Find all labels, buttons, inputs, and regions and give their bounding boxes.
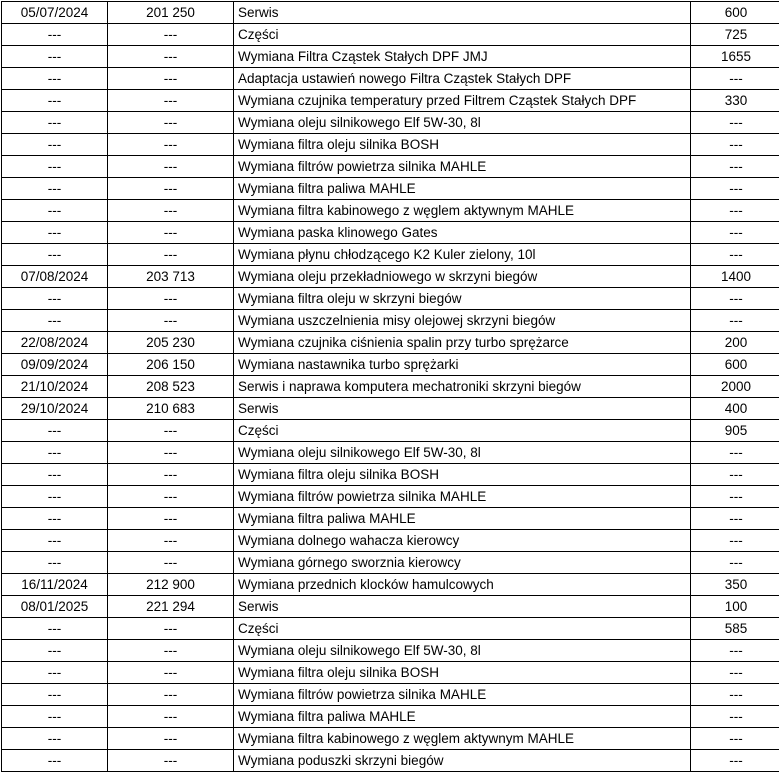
description-cell: Wymiana nastawnika turbo sprężarki [234,354,691,376]
table-row [2,112,779,134]
table-row [2,376,779,398]
cost-cell: --- [691,640,779,662]
cost-cell: --- [691,530,779,552]
date-cell: --- [2,662,108,684]
cost-cell: --- [691,222,779,244]
cost-cell: --- [691,134,779,156]
table-row [2,750,779,772]
description-cell: Wymiana przednich klocków hamulcowych [234,574,691,596]
description-cell: Wymiana filtra kabinowego z węglem aktywnym MAHLE [234,728,691,750]
date-cell: 09/09/2024 [2,354,108,376]
date-cell: --- [2,640,108,662]
cost-cell: --- [691,486,779,508]
table-row [2,574,779,596]
cost-cell: 725 [691,24,779,46]
cost-cell: 400 [691,398,779,420]
date-cell: 21/10/2024 [2,376,108,398]
cost-cell: --- [691,706,779,728]
table-row [2,706,779,728]
mileage-cell: --- [108,464,234,486]
mileage-cell: --- [108,552,234,574]
cost-cell: --- [691,508,779,530]
mileage-cell: --- [108,24,234,46]
table-row [2,442,779,464]
table-row [2,464,779,486]
description-cell: Wymiana filtrów powietrza silnika MAHLE [234,156,691,178]
mileage-cell: --- [108,68,234,90]
date-cell: --- [2,464,108,486]
description-cell: Wymiana filtrów powietrza silnika MAHLE [234,684,691,706]
mileage-cell: --- [108,90,234,112]
table-row [2,266,779,288]
cost-cell: 2000 [691,376,779,398]
cost-cell: --- [691,310,779,332]
cost-cell: --- [691,552,779,574]
date-cell: --- [2,90,108,112]
date-cell: --- [2,46,108,68]
date-cell: --- [2,728,108,750]
cost-cell: --- [691,244,779,266]
cost-cell: --- [691,662,779,684]
mileage-cell: 206 150 [108,354,234,376]
date-cell: --- [2,178,108,200]
mileage-cell: 203 713 [108,266,234,288]
description-cell: Adaptacja ustawień nowego Filtra Cząstek Stałych DPF [234,68,691,90]
table-row [2,530,779,552]
date-cell: 29/10/2024 [2,398,108,420]
mileage-cell: --- [108,112,234,134]
cost-cell: --- [691,442,779,464]
table-row [2,640,779,662]
description-cell: Wymiana uszczelnienia misy olejowej skrzyni biegów [234,310,691,332]
date-cell: --- [2,200,108,222]
date-cell: --- [2,618,108,640]
table-row [2,200,779,222]
date-cell: --- [2,442,108,464]
date-cell: 08/01/2025 [2,596,108,618]
date-cell: --- [2,134,108,156]
date-cell: --- [2,552,108,574]
cost-cell: --- [691,288,779,310]
table-row [2,46,779,68]
mileage-cell: --- [108,156,234,178]
mileage-cell: --- [108,310,234,332]
table-row [2,728,779,750]
description-cell: Części [234,420,691,442]
table-row [2,552,779,574]
description-cell: Wymiana płynu chłodzącego K2 Kuler zielony, 10l [234,244,691,266]
mileage-cell: --- [108,200,234,222]
cost-cell: --- [691,112,779,134]
date-cell: --- [2,508,108,530]
mileage-cell: --- [108,508,234,530]
description-cell: Wymiana poduszki skrzyni biegów [234,750,691,772]
description-cell: Wymiana Filtra Cząstek Stałych DPF JMJ [234,46,691,68]
mileage-cell: 212 900 [108,574,234,596]
cost-cell: --- [691,200,779,222]
cost-cell: --- [691,464,779,486]
mileage-cell: 201 250 [108,2,234,24]
description-cell: Wymiana filtra oleju silnika BOSH [234,662,691,684]
table-row [2,684,779,706]
table-row [2,156,779,178]
date-cell: --- [2,486,108,508]
table-row [2,508,779,530]
table-row [2,398,779,420]
table-row [2,486,779,508]
table-body [2,2,779,772]
cost-cell: 1400 [691,266,779,288]
description-cell: Wymiana filtra oleju w skrzyni biegów [234,288,691,310]
table-row [2,134,779,156]
date-cell: --- [2,288,108,310]
table-row [2,596,779,618]
date-cell: --- [2,112,108,134]
mileage-cell: --- [108,222,234,244]
table-row [2,68,779,90]
description-cell: Wymiana czujnika temperatury przed Filtrem Cząstek Stałych DPF [234,90,691,112]
table-row [2,354,779,376]
date-cell: 22/08/2024 [2,332,108,354]
mileage-cell: 210 683 [108,398,234,420]
date-cell: --- [2,68,108,90]
mileage-cell: --- [108,178,234,200]
mileage-cell: --- [108,46,234,68]
date-cell: --- [2,750,108,772]
mileage-cell: --- [108,640,234,662]
date-cell: --- [2,684,108,706]
mileage-cell: 208 523 [108,376,234,398]
table-row [2,90,779,112]
mileage-cell: --- [108,618,234,640]
date-cell: 05/07/2024 [2,2,108,24]
mileage-cell: --- [108,288,234,310]
description-cell: Wymiana filtrów powietrza silnika MAHLE [234,486,691,508]
description-cell: Wymiana oleju silnikowego Elf 5W-30, 8l [234,112,691,134]
date-cell: --- [2,530,108,552]
description-cell: Części [234,618,691,640]
description-cell: Wymiana oleju przekładniowego w skrzyni biegów [234,266,691,288]
date-cell: --- [2,310,108,332]
date-cell: --- [2,244,108,266]
cost-cell: 905 [691,420,779,442]
table-row [2,24,779,46]
description-cell: Wymiana filtra kabinowego z węglem aktywnym MAHLE [234,200,691,222]
mileage-cell: 205 230 [108,332,234,354]
description-cell: Wymiana czujnika ciśnienia spalin przy turbo sprężarce [234,332,691,354]
cost-cell: 600 [691,354,779,376]
date-cell: --- [2,706,108,728]
cost-cell: --- [691,750,779,772]
date-cell: --- [2,156,108,178]
description-cell: Wymiana filtra oleju silnika BOSH [234,464,691,486]
mileage-cell: --- [108,420,234,442]
description-cell: Serwis [234,2,691,24]
description-cell: Wymiana filtra paliwa MAHLE [234,178,691,200]
cost-cell: 585 [691,618,779,640]
description-cell: Serwis i naprawa komputera mechatroniki skrzyni biegów [234,376,691,398]
table-row [2,618,779,640]
cost-cell: 350 [691,574,779,596]
cost-cell: --- [691,684,779,706]
cost-cell: 200 [691,332,779,354]
description-cell: Wymiana filtra paliwa MAHLE [234,508,691,530]
table-row [2,178,779,200]
description-cell: Serwis [234,398,691,420]
description-cell: Wymiana filtra oleju silnika BOSH [234,134,691,156]
cost-cell: 1655 [691,46,779,68]
mileage-cell: --- [108,134,234,156]
cost-cell: 330 [691,90,779,112]
table-row [2,288,779,310]
description-cell: Wymiana górnego sworznia kierowcy [234,552,691,574]
mileage-cell: --- [108,530,234,552]
description-cell: Wymiana filtra paliwa MAHLE [234,706,691,728]
service-history-table [1,1,779,772]
cost-cell: 100 [691,596,779,618]
mileage-cell: --- [108,706,234,728]
table-row [2,310,779,332]
mileage-cell: --- [108,684,234,706]
mileage-cell: 221 294 [108,596,234,618]
mileage-cell: --- [108,662,234,684]
date-cell: 16/11/2024 [2,574,108,596]
description-cell: Wymiana oleju silnikowego Elf 5W-30, 8l [234,442,691,464]
mileage-cell: --- [108,750,234,772]
table-row [2,222,779,244]
cost-cell: --- [691,178,779,200]
description-cell: Wymiana dolnego wahacza kierowcy [234,530,691,552]
date-cell: --- [2,222,108,244]
cost-cell: --- [691,156,779,178]
mileage-cell: --- [108,728,234,750]
table-row [2,244,779,266]
description-cell: Wymiana paska klinowego Gates [234,222,691,244]
date-cell: --- [2,420,108,442]
cost-cell: 600 [691,2,779,24]
cost-cell: --- [691,68,779,90]
mileage-cell: --- [108,486,234,508]
table-row [2,2,779,24]
description-cell: Serwis [234,596,691,618]
description-cell: Części [234,24,691,46]
mileage-cell: --- [108,442,234,464]
table-row [2,420,779,442]
date-cell: 07/08/2024 [2,266,108,288]
cost-cell: --- [691,728,779,750]
table-row [2,662,779,684]
date-cell: --- [2,24,108,46]
description-cell: Wymiana oleju silnikowego Elf 5W-30, 8l [234,640,691,662]
table-row [2,332,779,354]
mileage-cell: --- [108,244,234,266]
